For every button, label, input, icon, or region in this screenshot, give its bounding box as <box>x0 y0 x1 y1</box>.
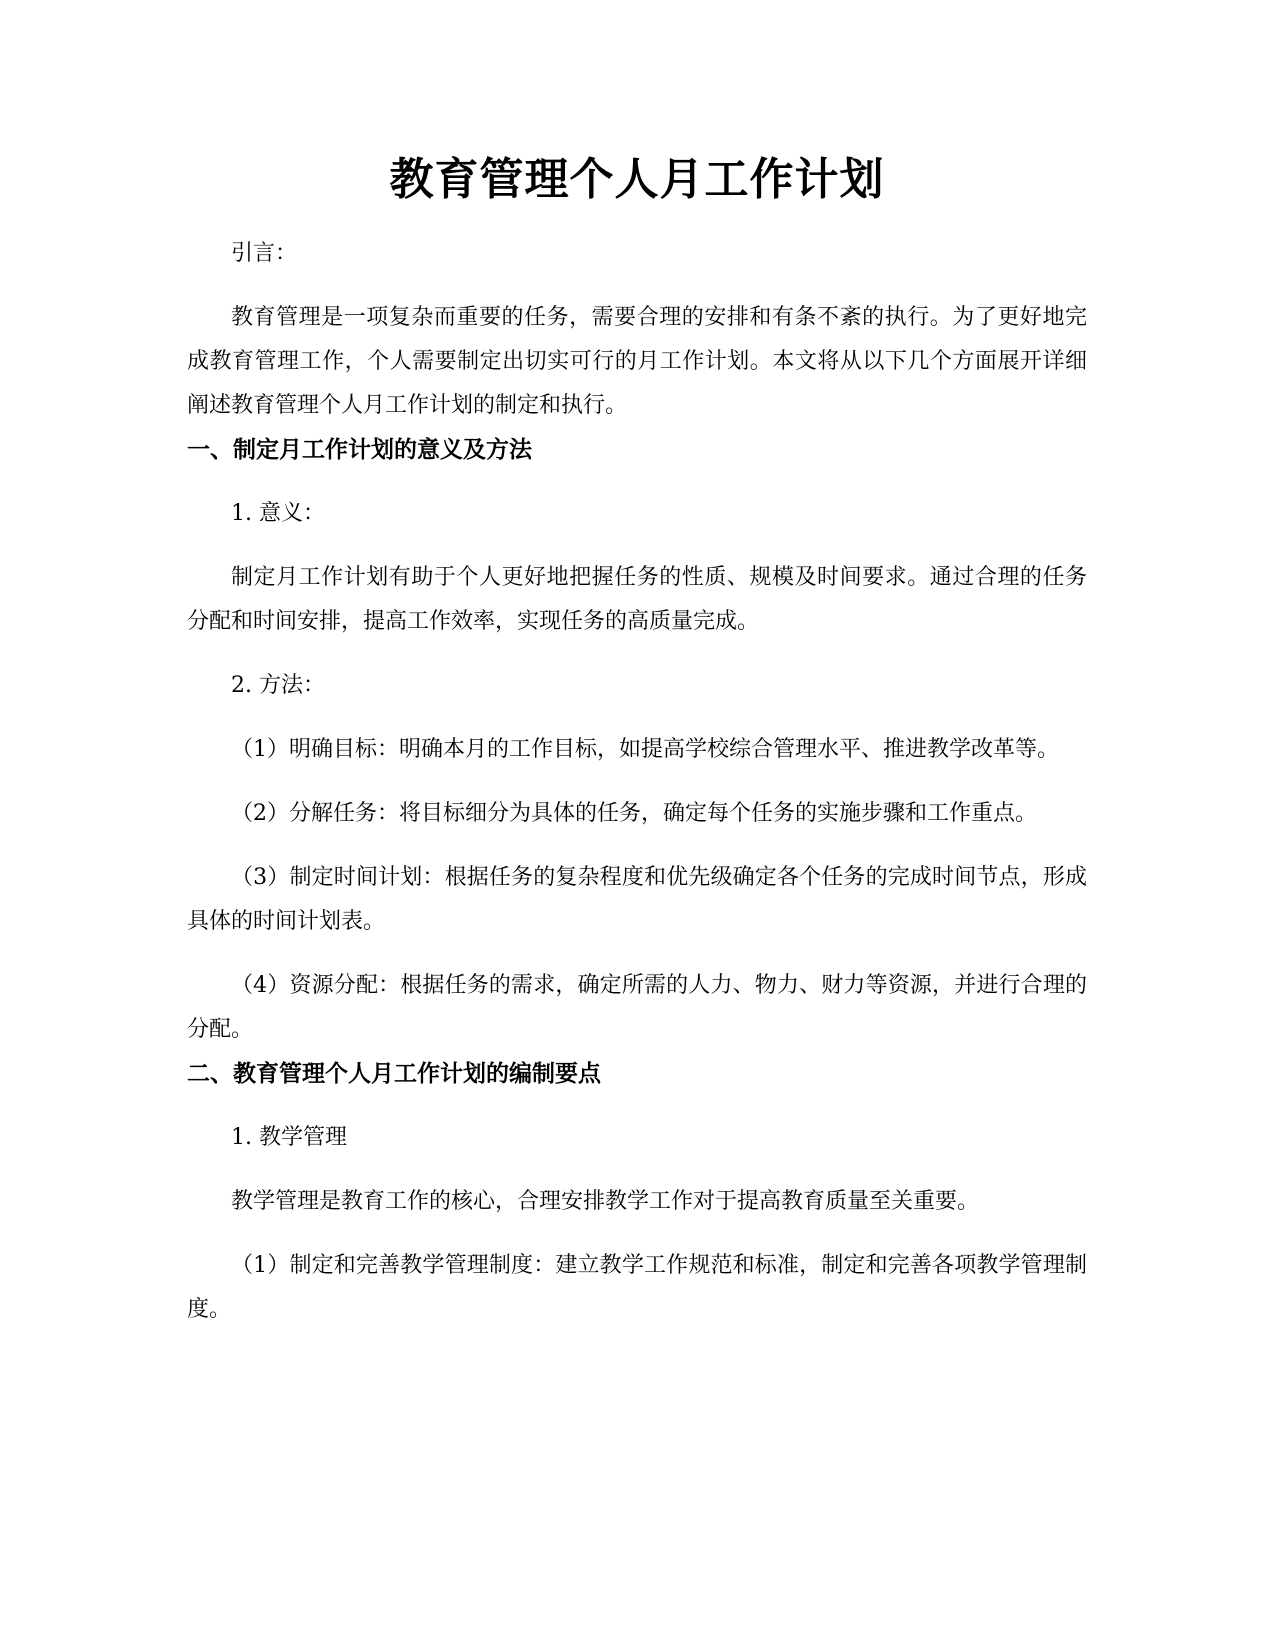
intro-paragraph: 教育管理是一项复杂而重要的任务，需要合理的安排和有条不紊的执行。为了更好地完成教育管理工作，个人需要制定出切实可行的月工作计划。本文将从以下几个方面展开详细阐述教育管理个人月工作计划的制定和执行。 <box>187 305 1087 418</box>
method-item: （1）明确目标：明确本月的工作目标，如提高学校综合管理水平、推进教学改革等。 <box>231 737 1059 762</box>
method-item: （3）制定时间计划：根据任务的复杂程度和优先级确定各个任务的完成时间节点，形成具体的时间计划表。 <box>187 865 1087 934</box>
method-label: 2. 方法： <box>231 673 325 698</box>
document-title: 教育管理个人月工作计划 <box>389 154 885 205</box>
document-body <box>187 150 1087 1332</box>
teaching-paragraph: 教学管理是教育工作的核心，合理安排教学工作对于提高教育质量至关重要。 <box>231 1189 980 1214</box>
teaching-item: （1）制定和完善教学管理制度：建立教学工作规范和标准，制定和完善各项教学管理制度。 <box>187 1253 1087 1322</box>
meaning-label: 1. 意义： <box>231 501 325 526</box>
method-item: （4）资源分配：根据任务的需求，确定所需的人力、物力、财力等资源，并进行合理的分配。 <box>187 973 1087 1042</box>
intro-label: 引言： <box>231 241 298 266</box>
section-heading-1: 一、制定月工作计划的意义及方法 <box>187 437 532 463</box>
method-item: （2）分解任务：将目标细分为具体的任务，确定每个任务的实施步骤和工作重点。 <box>231 801 1037 826</box>
section-heading-2: 二、教育管理个人月工作计划的编制要点 <box>187 1061 601 1087</box>
meaning-paragraph: 制定月工作计划有助于个人更好地把握任务的性质、规模及时间要求。通过合理的任务分配和时间安排，提高工作效率，实现任务的高质量完成。 <box>187 565 1087 634</box>
teaching-label: 1. 教学管理 <box>231 1125 347 1150</box>
